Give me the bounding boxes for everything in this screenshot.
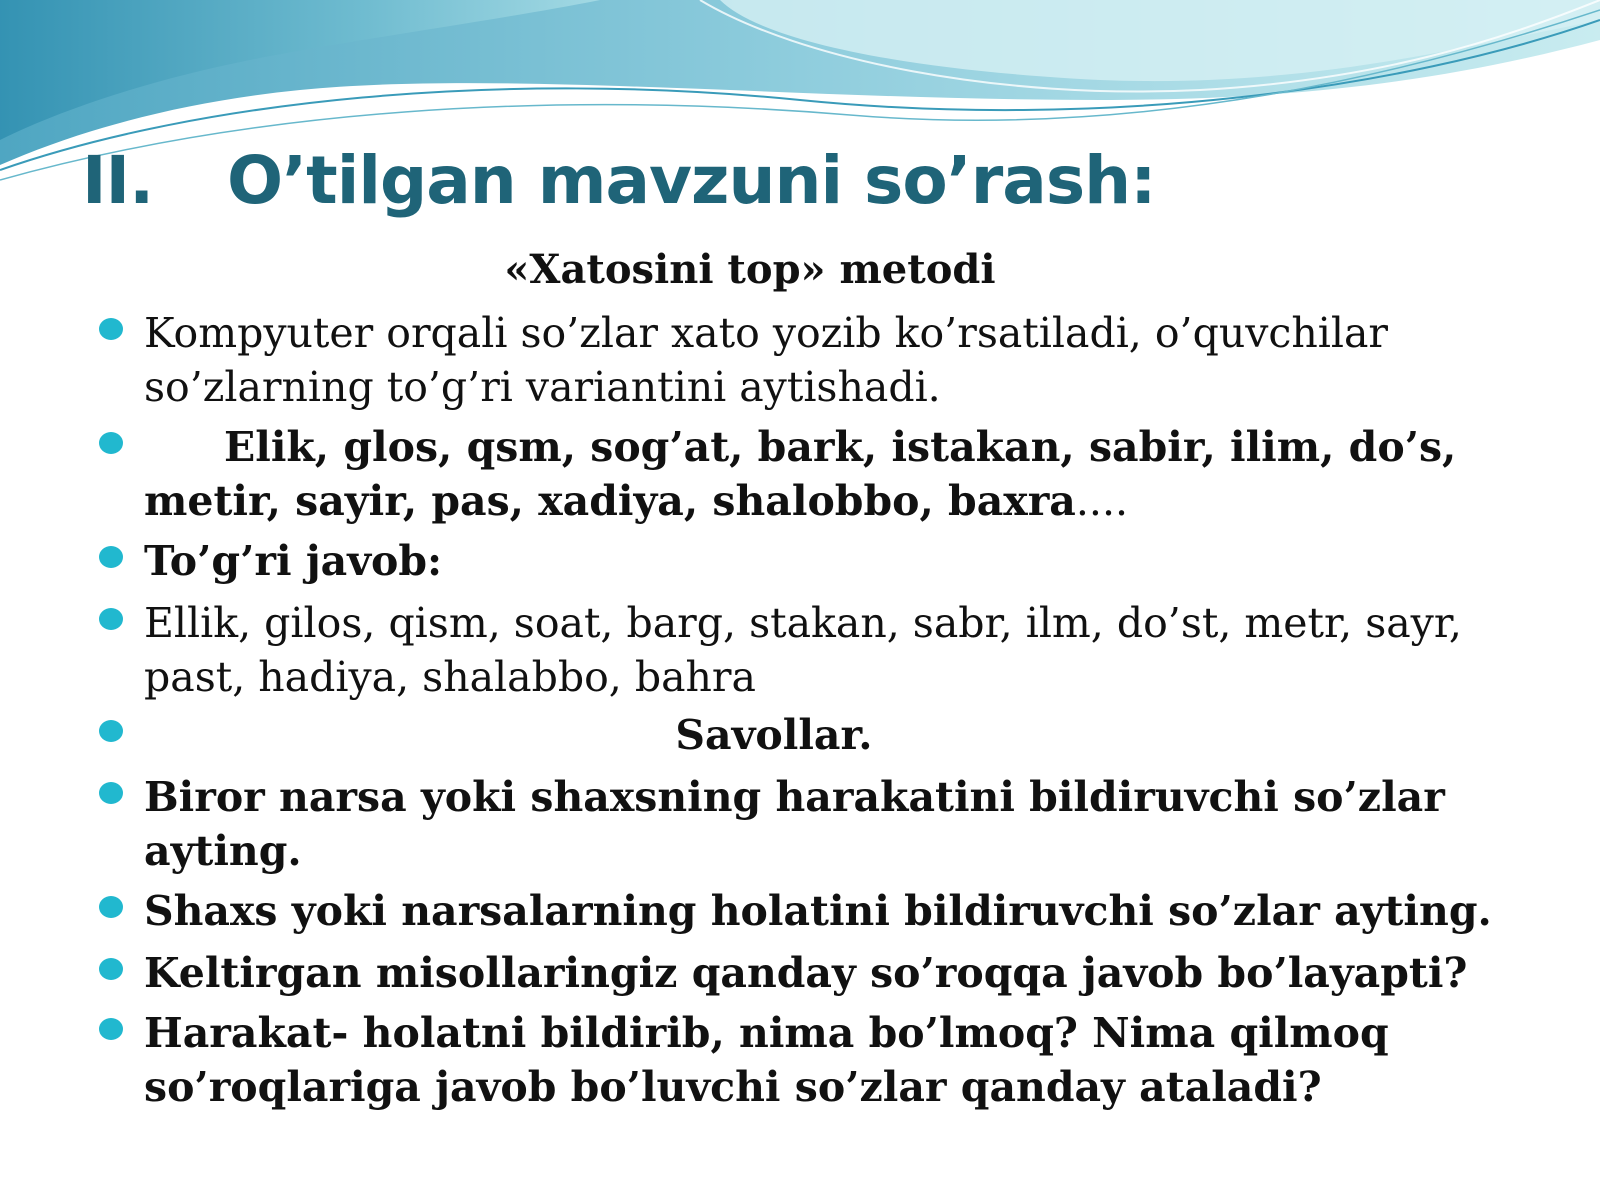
list-item-text: To’g’ri javob: [144, 537, 443, 585]
slide-title-text: O’tilgan mavzuni so’rash: [227, 142, 1156, 219]
bullet-dot-icon [99, 896, 123, 918]
list-item-text: Kompyuter orqali so’zlar xato yozib ko’rsatiladi, o’quvchilar so’zlarning to’g’ri variantini aytishadi. [144, 309, 1389, 411]
ellipsis: .... [1075, 477, 1129, 525]
bullet-dot-icon [99, 318, 123, 340]
list-item-text: Savollar. [675, 711, 873, 759]
bullet-dot-icon [99, 958, 123, 980]
misspelled-words: Elik, glos, qsm, sog’at, bark, istakan, sabir, ilim, do’s, metir, sayir, pas, xadiya, shalobbo, baxra [144, 423, 1457, 525]
slide-title-number: II. [82, 142, 154, 219]
list-item-text: Shaxs yoki narsalarning holatini bildiruvchi so’zlar ayting. [144, 887, 1492, 935]
bullet-dot-icon [99, 546, 123, 568]
slide-subtitle: «Xatosini top» metodi [504, 246, 996, 293]
bullet-dot-icon [99, 720, 123, 742]
list-item-text: Harakat- holatni bildirib, nima bo’lmoq? Nima qilmoq so’roqlariga javob bo’luvchi so’zlar qanday ataladi? [144, 1009, 1389, 1111]
bullet-dot-icon [99, 1018, 123, 1040]
list-item-text: Keltirgan misollaringiz qanday so’roqqa javob bo’layapti? [144, 949, 1468, 997]
slide-title [82, 142, 1156, 219]
list-item-text [144, 420, 1534, 528]
bullet-dot-icon [99, 608, 123, 630]
bullet-dot-icon [99, 782, 123, 804]
bullet-dot-icon [99, 432, 123, 454]
list-item-text: Biror narsa yoki shaxsning harakatini bildiruvchi so’zlar ayting. [144, 773, 1445, 875]
list-item-text: Ellik, gilos, qism, soat, barg, stakan, sabr, ilm, do’st, metr, sayr, past, hadiya, shalabbo, bahra [144, 599, 1462, 701]
